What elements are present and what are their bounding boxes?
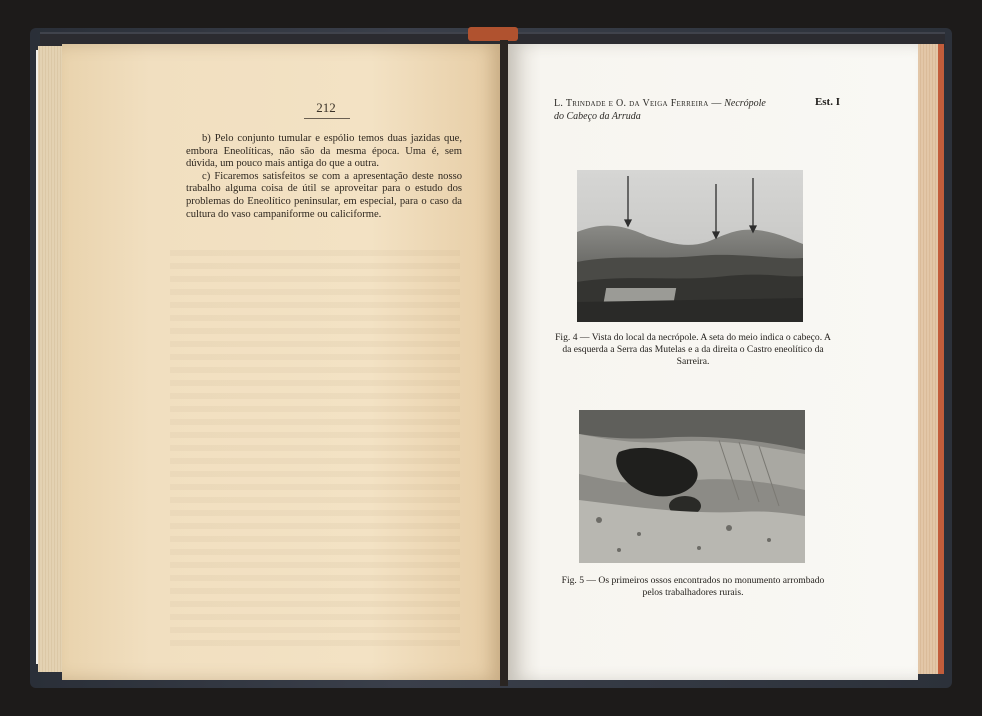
book-gutter [500, 40, 508, 686]
spine-band [468, 27, 518, 41]
running-head-title-1: Necrópole [724, 98, 766, 109]
figure-4-caption: Fig. 4 — Vista do local da necrópole. A seta do meio indica o cabeço. A da esquerda a Serra das Mutelas e a da direita o Castro eneolítico da Sarreira. [555, 332, 831, 367]
running-head [554, 97, 784, 123]
right-page-edge [938, 44, 944, 674]
paragraph-b: b) Pelo conjunto tumular e espólio temos duas jazidas que, embora Eneolíticas, não são da mesma época. Uma é, sem dúvida, um pouco mais antiga do que a outra. [186, 133, 462, 170]
paragraph-c: c) Ficaremos satisfeitos se com a apresentação deste nosso trabalho alguma coisa de útil se aproveitar para o estudo dos problemas do Eneolítico peninsular, em especial, para o caso da cultura do vaso campaniforme ou caliciforme. [186, 170, 462, 220]
body-text [186, 133, 462, 221]
plate-label: Est. I [814, 96, 840, 108]
left-page-stack [38, 46, 64, 672]
show-through-text [170, 250, 460, 650]
figure-5-excavation-photo [579, 410, 805, 563]
page-number-rule [304, 118, 350, 119]
figure-4-landscape-photo [577, 170, 803, 322]
page-number: 212 [316, 100, 336, 115]
running-head-authors: L. Trindade e O. da Veiga Ferreira — [554, 98, 722, 109]
running-head-title-2: do Cabeço da Arruda [554, 111, 641, 122]
figure-5-caption: Fig. 5 — Os primeiros ossos encontrados no monumento arrombado pelos trabalhadores rurais. [561, 575, 825, 598]
